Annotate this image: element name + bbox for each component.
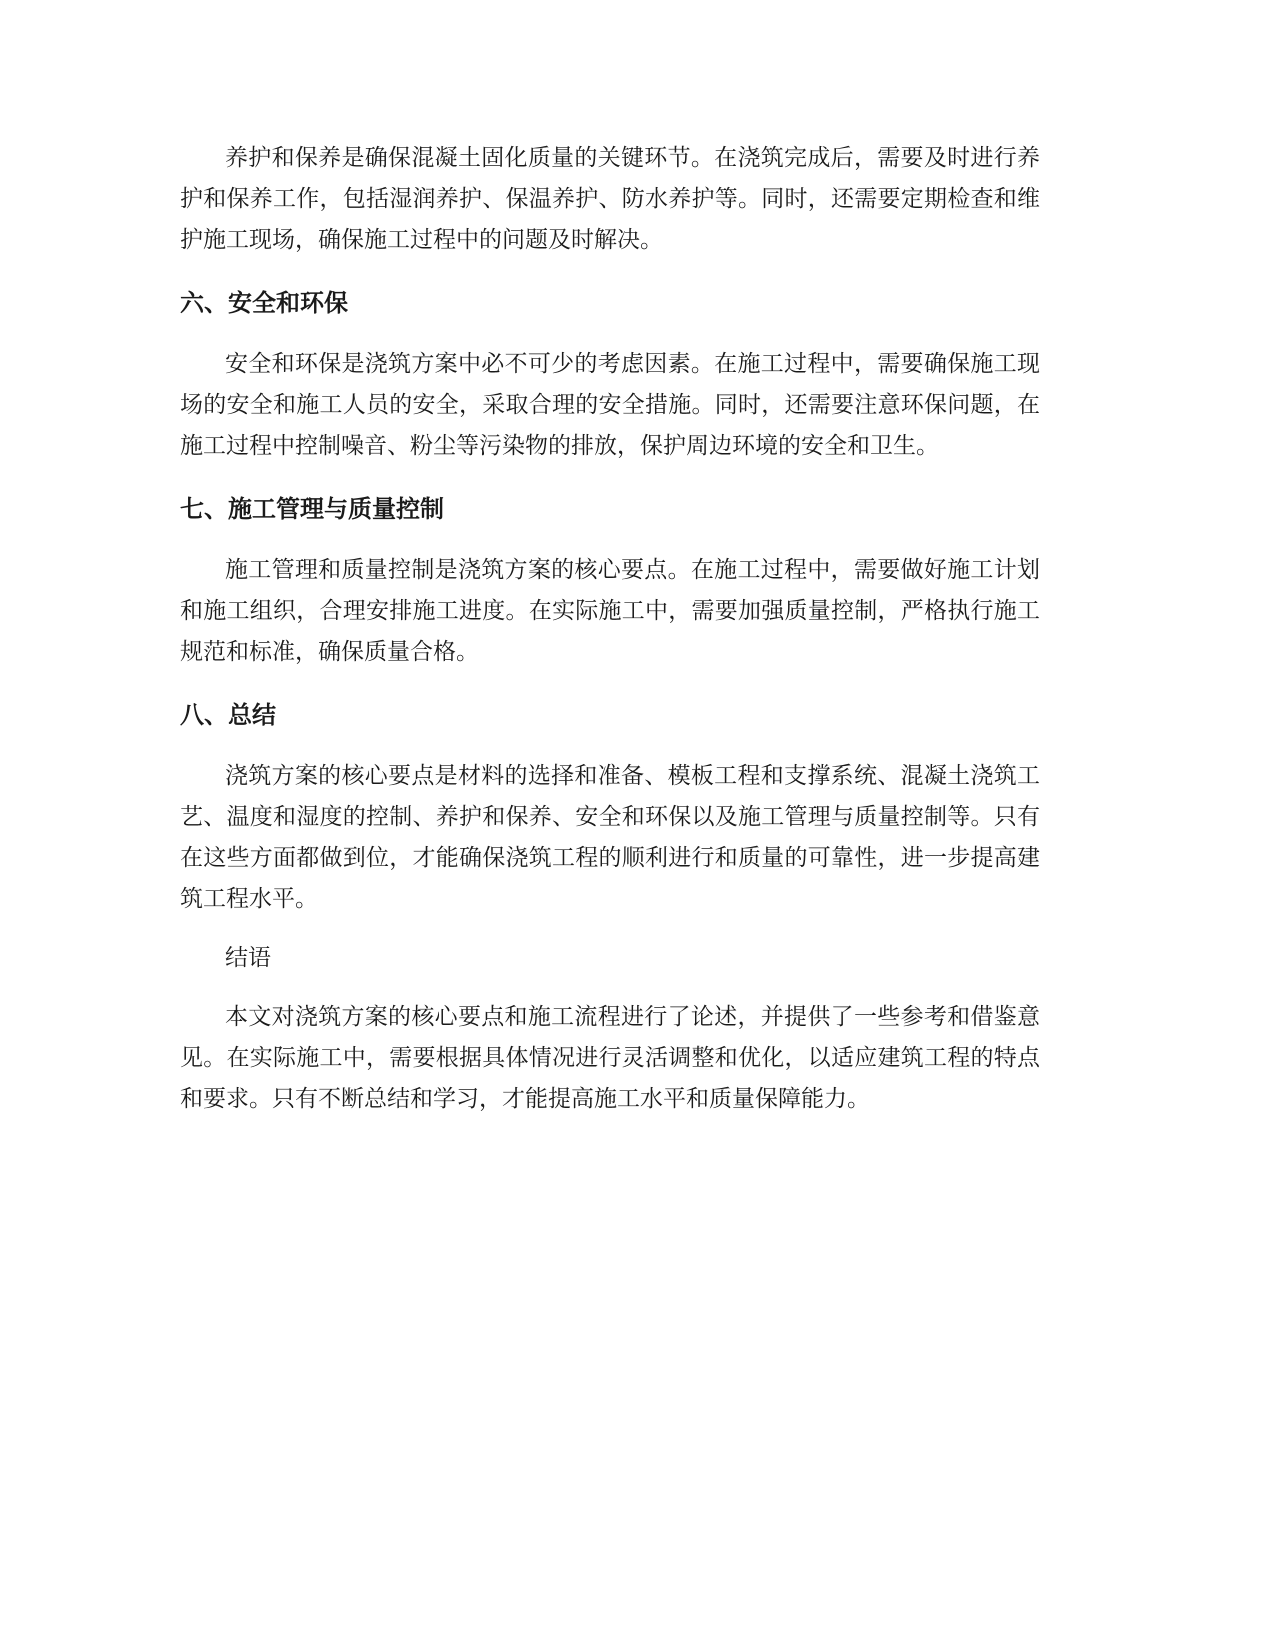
paragraph-conclusion-label: 结语 bbox=[225, 945, 271, 971]
document-page bbox=[180, 138, 1040, 1120]
paragraph-conclusion: 本文对浇筑方案的核心要点和施工流程进行了论述，并提供了一些参考和借鉴意见。在实际施工中，需要根据具体情况进行灵活调整和优化，以适应建筑工程的特点和要求。只有不断总结和学习，才能提高施工水平和质量保障能力。 bbox=[180, 1004, 1040, 1112]
heading-management-quality: 七、施工管理与质量控制 bbox=[180, 495, 444, 523]
paragraph-safety-environment: 安全和环保是浇筑方案中必不可少的考虑因素。在施工过程中，需要确保施工现场的安全和施工人员的安全，采取合理的安全措施。同时，还需要注意环保问题，在施工过程中控制噪音、粉尘等污染物的排放，保护周边环境的安全和卫生。 bbox=[180, 351, 1040, 459]
paragraph-summary: 浇筑方案的核心要点是材料的选择和准备、模板工程和支撑系统、混凝土浇筑工艺、温度和湿度的控制、养护和保养、安全和环保以及施工管理与质量控制等。只有在这些方面都做到位，才能确保浇筑工程的顺利进行和质量的可靠性，进一步提高建筑工程水平。 bbox=[180, 763, 1040, 912]
heading-safety-environment: 六、安全和环保 bbox=[180, 289, 348, 317]
paragraph-curing: 养护和保养是确保混凝土固化质量的关键环节。在浇筑完成后，需要及时进行养护和保养工作，包括湿润养护、保温养护、防水养护等。同时，还需要定期检查和维护施工现场，确保施工过程中的问题及时解决。 bbox=[180, 145, 1040, 253]
heading-summary: 八、总结 bbox=[180, 701, 276, 729]
paragraph-management-quality: 施工管理和质量控制是浇筑方案的核心要点。在施工过程中，需要做好施工计划和施工组织，合理安排施工进度。在实际施工中，需要加强质量控制，严格执行施工规范和标准，确保质量合格。 bbox=[180, 557, 1040, 665]
